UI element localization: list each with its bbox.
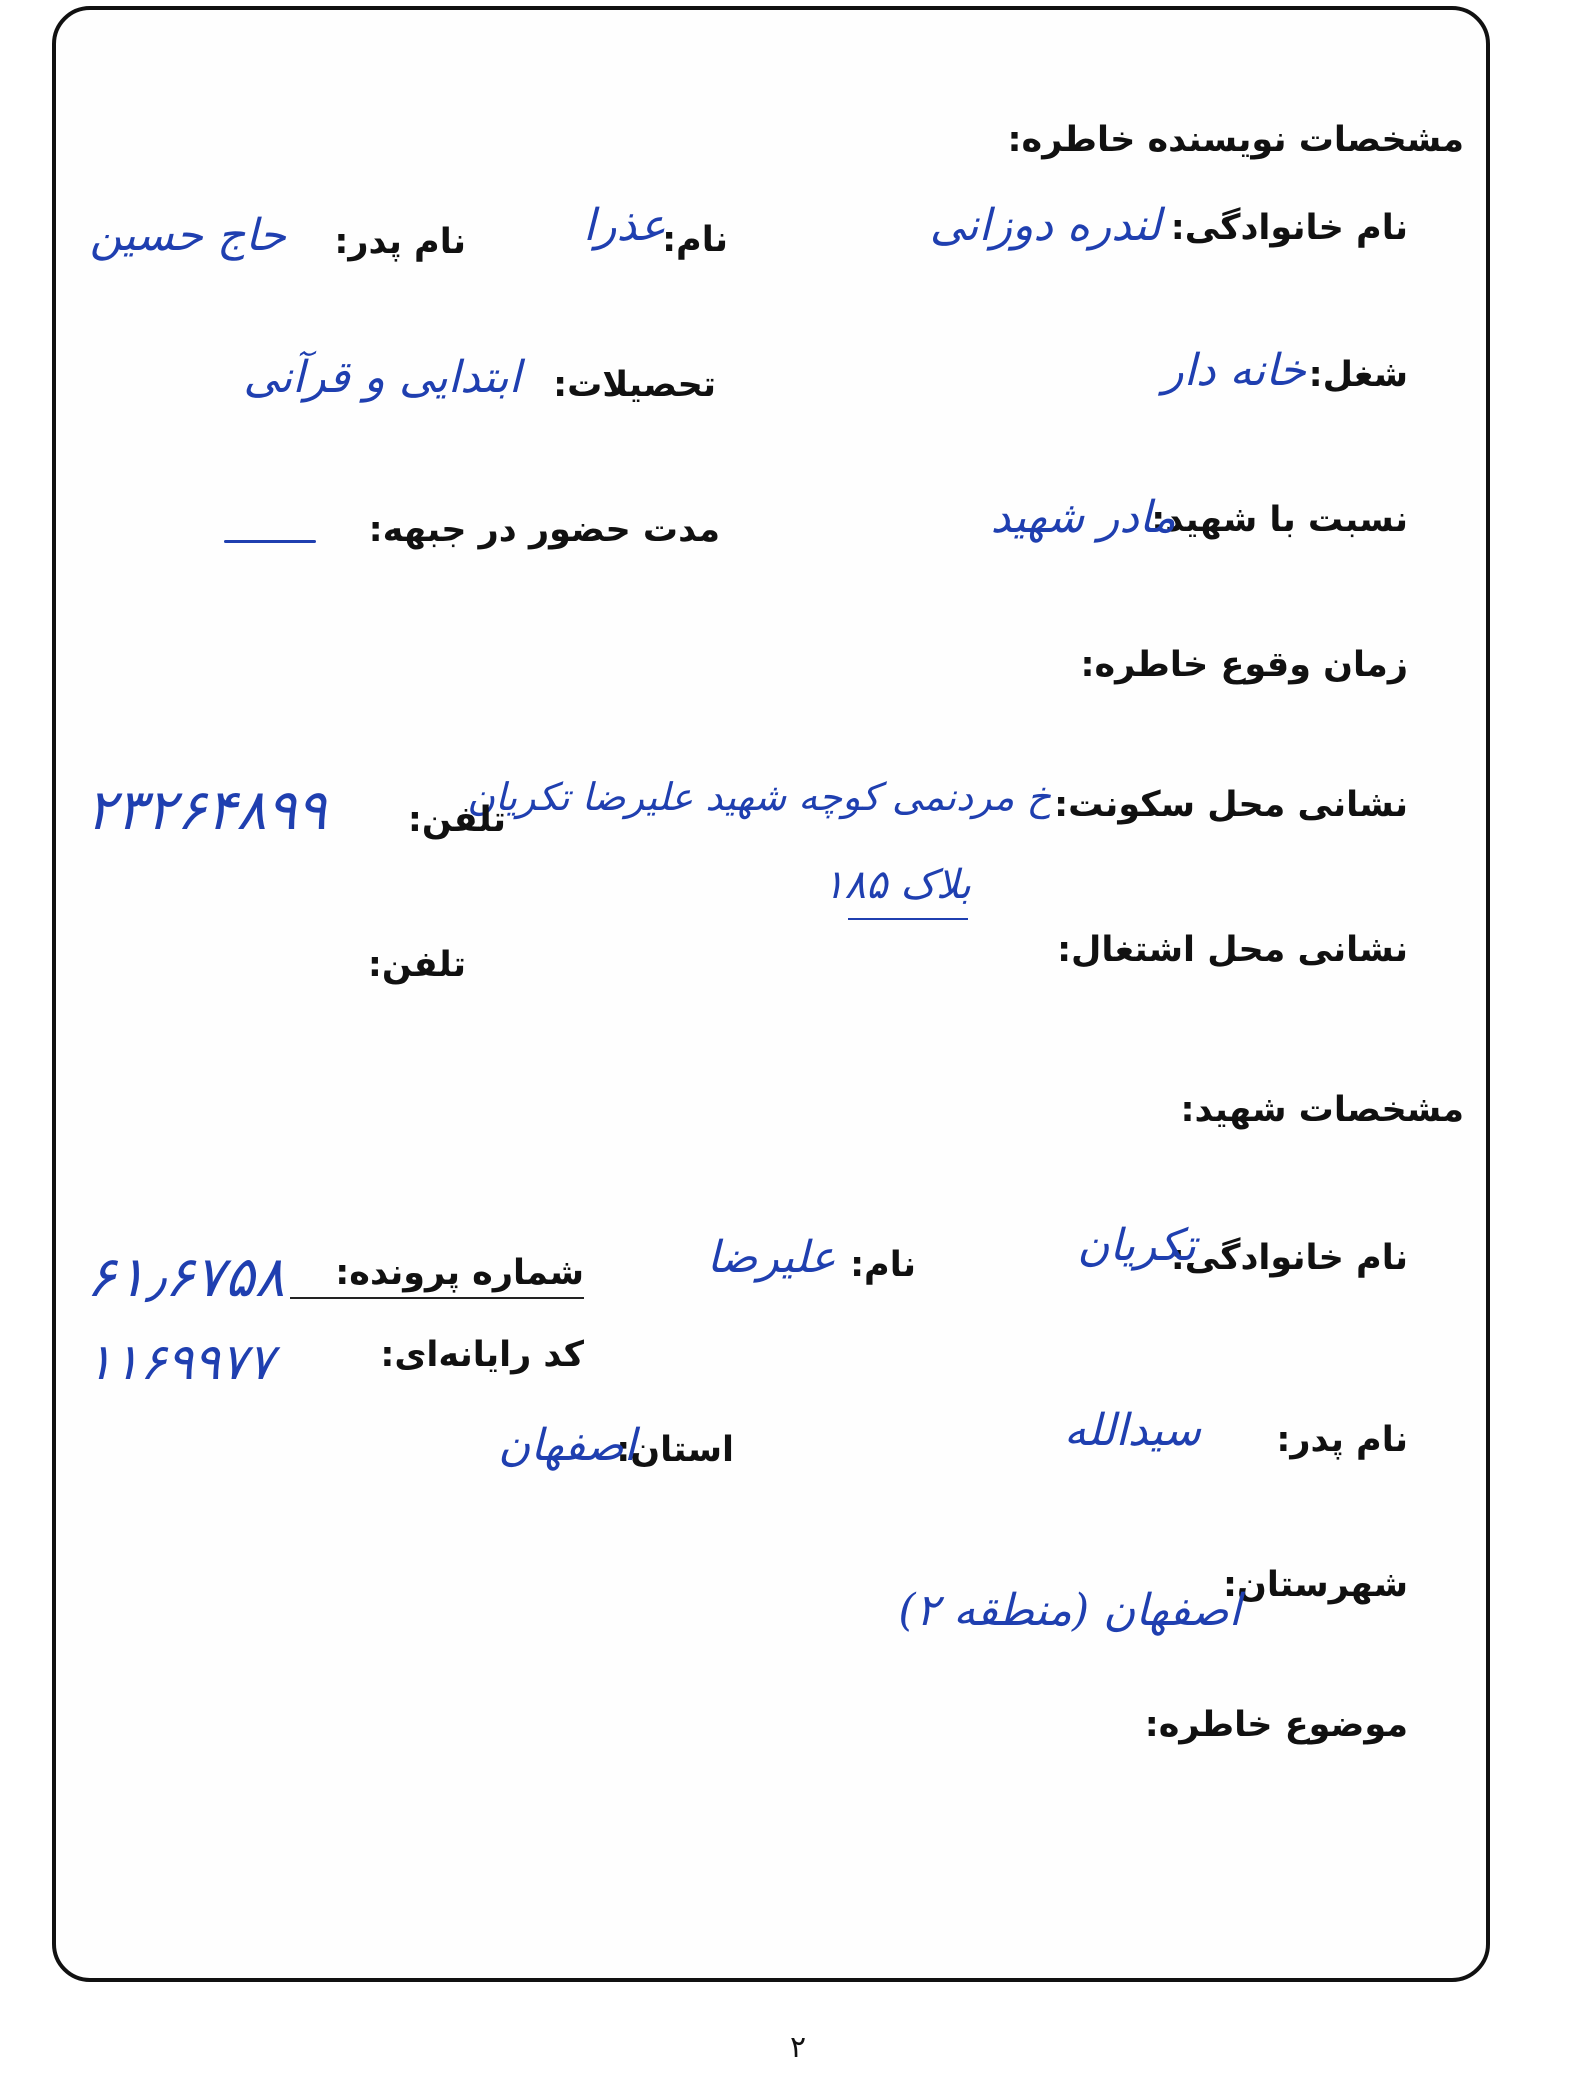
- writer-front-duration-label: مدت حضور در جبهه:: [368, 510, 720, 550]
- martyr-computer-code-value: ۱۱۶۹۹۷۷: [86, 1333, 274, 1391]
- page-number: ۲: [789, 2030, 807, 2065]
- martyr-family-name-value: تکریان: [1077, 1220, 1196, 1271]
- martyr-family-name-label: نام خانوادگی:: [1170, 1238, 1408, 1278]
- martyr-province-label: استان:: [616, 1430, 734, 1470]
- page-frame: [52, 6, 1490, 1982]
- martyr-file-number-value: ۶۱٫۶۷۵۸: [86, 1245, 285, 1310]
- writer-work-phone-label: تلفن:: [367, 945, 466, 985]
- address-underline: [848, 918, 968, 920]
- writer-section-title: مشخصات نویسنده خاطره:: [1007, 120, 1464, 160]
- writer-memory-time-label: زمان وقوع خاطره:: [1080, 645, 1408, 685]
- writer-education-value: ابتدایی و قرآنی: [243, 352, 521, 403]
- writer-job-label: شغل:: [1308, 355, 1408, 395]
- martyr-section-title: مشخصات شهید:: [1180, 1090, 1464, 1130]
- writer-education-label: تحصیلات:: [553, 365, 716, 405]
- writer-father-name-label: نام پدر:: [334, 222, 466, 262]
- writer-address-label: نشانی محل سکونت:: [1054, 785, 1408, 825]
- martyr-file-number-label: شماره پرونده:: [335, 1253, 584, 1293]
- writer-family-name-value: لندره دوزانی: [929, 200, 1161, 251]
- writer-address-value: خ مردنمی کوچه شهید علیرضا تکریان: [467, 775, 1051, 819]
- martyr-province-value: اصفهان: [498, 1420, 636, 1471]
- writer-relation-label: نسبت با شهید:: [1151, 500, 1408, 540]
- writer-name-value: عذرا: [583, 200, 666, 251]
- writer-address-value-line2: بلاک ۱۸۵: [823, 862, 971, 908]
- writer-work-address-label: نشانی محل اشتغال:: [1057, 930, 1408, 970]
- martyr-computer-code-label: کد رایانه‌ای:: [380, 1335, 584, 1375]
- martyr-city-label: شهرستان:: [1222, 1565, 1408, 1605]
- martyr-memory-subject-label: موضوع خاطره:: [1144, 1705, 1408, 1745]
- front-duration-dash: [224, 540, 316, 543]
- writer-job-value: خانه دار: [1162, 345, 1306, 396]
- writer-phone-value: ۲۳۲۶۴۸۹۹: [86, 778, 327, 843]
- writer-relation-value: مادر شهید: [990, 492, 1176, 543]
- martyr-city-value: اصفهان (منطقه ۲): [898, 1585, 1241, 1636]
- martyr-name-value: علیرضا: [706, 1232, 836, 1283]
- file-number-underline: [290, 1297, 584, 1299]
- martyr-father-name-value: سیدالله: [1063, 1405, 1201, 1456]
- martyr-father-name-label: نام پدر:: [1276, 1420, 1408, 1460]
- writer-phone-label: تلفن:: [407, 800, 506, 840]
- martyr-name-label: نام:: [850, 1245, 916, 1285]
- writer-father-name-value: حاج حسین: [89, 210, 286, 261]
- writer-family-name-label: نام خانوادگی:: [1170, 208, 1408, 248]
- writer-name-label: نام:: [662, 220, 728, 260]
